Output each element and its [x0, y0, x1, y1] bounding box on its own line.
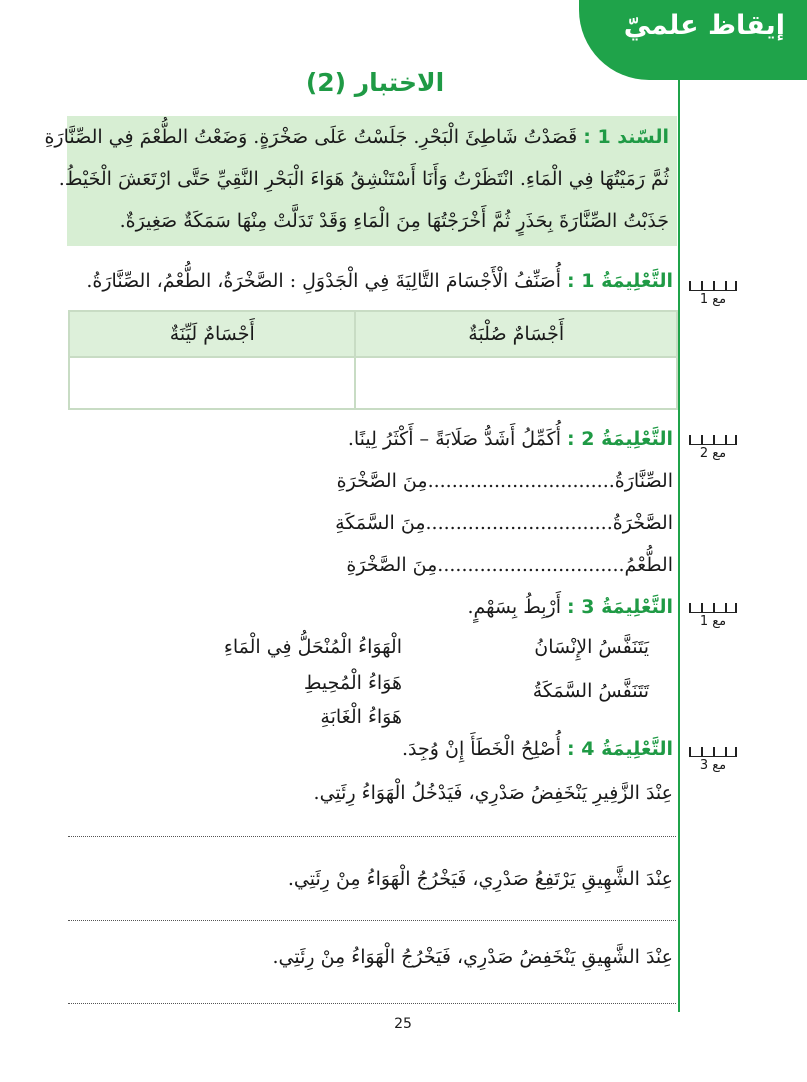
sentence-3: عِنْدَ الشَّهِيقِ يَنْخَفِضُ صَدْرِي، فَيَخْرُجُ الْهَوَاءُ مِنْ رِئَتِي. — [272, 946, 673, 968]
page-number: 25 — [394, 1016, 412, 1032]
answer-cell-solid[interactable] — [355, 357, 677, 409]
document-label: السّند 1 : — [583, 126, 669, 148]
score-box-2 — [689, 428, 737, 445]
table-header-soft: أَجْسَامٌ لَيِّنَةٌ — [69, 311, 355, 357]
answer-line-1[interactable] — [68, 836, 676, 837]
score-box-3 — [689, 596, 737, 613]
score-label-1: مع 1 — [699, 292, 727, 307]
question-4-label: التَّعْلِيمَةُ 4 : — [567, 738, 673, 760]
score-label-3: مع 1 — [699, 614, 727, 629]
question-3 — [53, 596, 673, 618]
answer-line-2[interactable] — [68, 920, 676, 921]
question-1-text: أُصَنِّفُ الْأَجْسَامَ التَّالِيَةَ فِي الْجَدْوَلِ : الصَّخْرَةُ، الطُّعْمُ، الصِّنَّارَةُ. — [86, 270, 561, 292]
question-3-label: التَّعْلِيمَةُ 3 : — [567, 596, 673, 618]
sentence-2: عِنْدَ الشَّهِيقِ يَرْتَفِعُ صَدْرِي، فَيَخْرُجُ الْهَوَاءُ مِنْ رِئَتِي. — [287, 868, 673, 890]
match-right-3[interactable]: هَوَاءُ الْغَابَةِ — [320, 706, 402, 728]
match-right-2[interactable]: هَوَاءُ الْمُحِيطِ — [303, 672, 402, 694]
margin-divider — [678, 66, 680, 1012]
score-box-1 — [689, 274, 737, 291]
document-line-2: ثُمَّ رَمَيْتُهَا فِي الْمَاءِ. انْتَظَرْتُ وَأَنَا أَسْتَنْشِقُ هَوَاءَ الْبَحْرِ النَّقِيِّ حَتَّى ارْتَعَشَ الْخَيْطُ. — [58, 168, 669, 190]
question-4-text: أُصْلِحُ الْخَطَأَ إِنْ وُجِدَ. — [402, 738, 561, 760]
section-tab — [579, 0, 807, 80]
test-title: الاختبار (2) — [305, 68, 445, 97]
compare-row-2[interactable]: الصَّخْرَةُ...............................مِنَ السَّمَكَةِ — [335, 512, 673, 534]
answer-line-3[interactable] — [68, 1003, 676, 1004]
table-header-solid: أَجْسَامٌ صُلْبَةٌ — [355, 311, 677, 357]
compare-row-3[interactable]: الطُّعْمُ...............................مِنَ الصَّخْرَةِ — [346, 554, 673, 576]
question-2 — [53, 428, 673, 450]
question-1-label: التَّعْلِيمَةُ 1 : — [567, 270, 673, 292]
question-1 — [53, 270, 673, 292]
score-box-4 — [689, 740, 737, 757]
document-box — [44, 116, 677, 246]
question-2-text: أُكَمِّلُ أَشَدُّ صَلَابَةً – أَكْثَرُ لِينًا. — [347, 428, 561, 450]
section-title: إيقاظ علميّ — [623, 10, 785, 41]
question-2-label: التَّعْلِيمَةُ 2 : — [567, 428, 673, 450]
match-left-2[interactable]: تَتَنَفَّسُ السَّمَكَةُ — [532, 680, 649, 702]
answer-cell-soft[interactable] — [69, 357, 355, 409]
classification-table — [68, 310, 678, 410]
question-4 — [53, 738, 673, 760]
sentence-1: عِنْدَ الزَّفِيرِ يَنْخَفِضُ صَدْرِي، فَيَدْخُلُ الْهَوَاءُ رِئَتِي. — [313, 782, 673, 804]
compare-row-1[interactable]: الصِّنَّارَةُ...............................مِنَ الصَّخْرَةِ — [336, 470, 673, 492]
document-line-1: السّند 1 : قَصَدْتُ شَاطِئَ الْبَحْرِ. جَلَسْتُ عَلَى صَخْرَةٍ. وَضَعْتُ الطُّعْمَ فِي الصِّنَّارَةِ — [44, 126, 669, 148]
question-3-text: أَرْبِطُ بِسَهْمٍ. — [467, 596, 561, 618]
match-right-1[interactable]: الْهَوَاءُ الْمُنْحَلُّ فِي الْمَاءِ — [223, 636, 402, 658]
document-line-3: جَذَبْتُ الصِّنَّارَةَ بِحَذَرٍ ثُمَّ أَخْرَجْتُهَا مِنَ الْمَاءِ وَقَدْ تَدَلَّتْ مِنْهَا سَمَكَةٌ صَغِيرَةٌ. — [119, 210, 669, 232]
match-left-1[interactable]: يَتَنَفَّسُ الإِنْسَانُ — [534, 636, 649, 658]
score-label-4: مع 3 — [699, 758, 727, 773]
score-label-2: مع 2 — [699, 446, 727, 461]
